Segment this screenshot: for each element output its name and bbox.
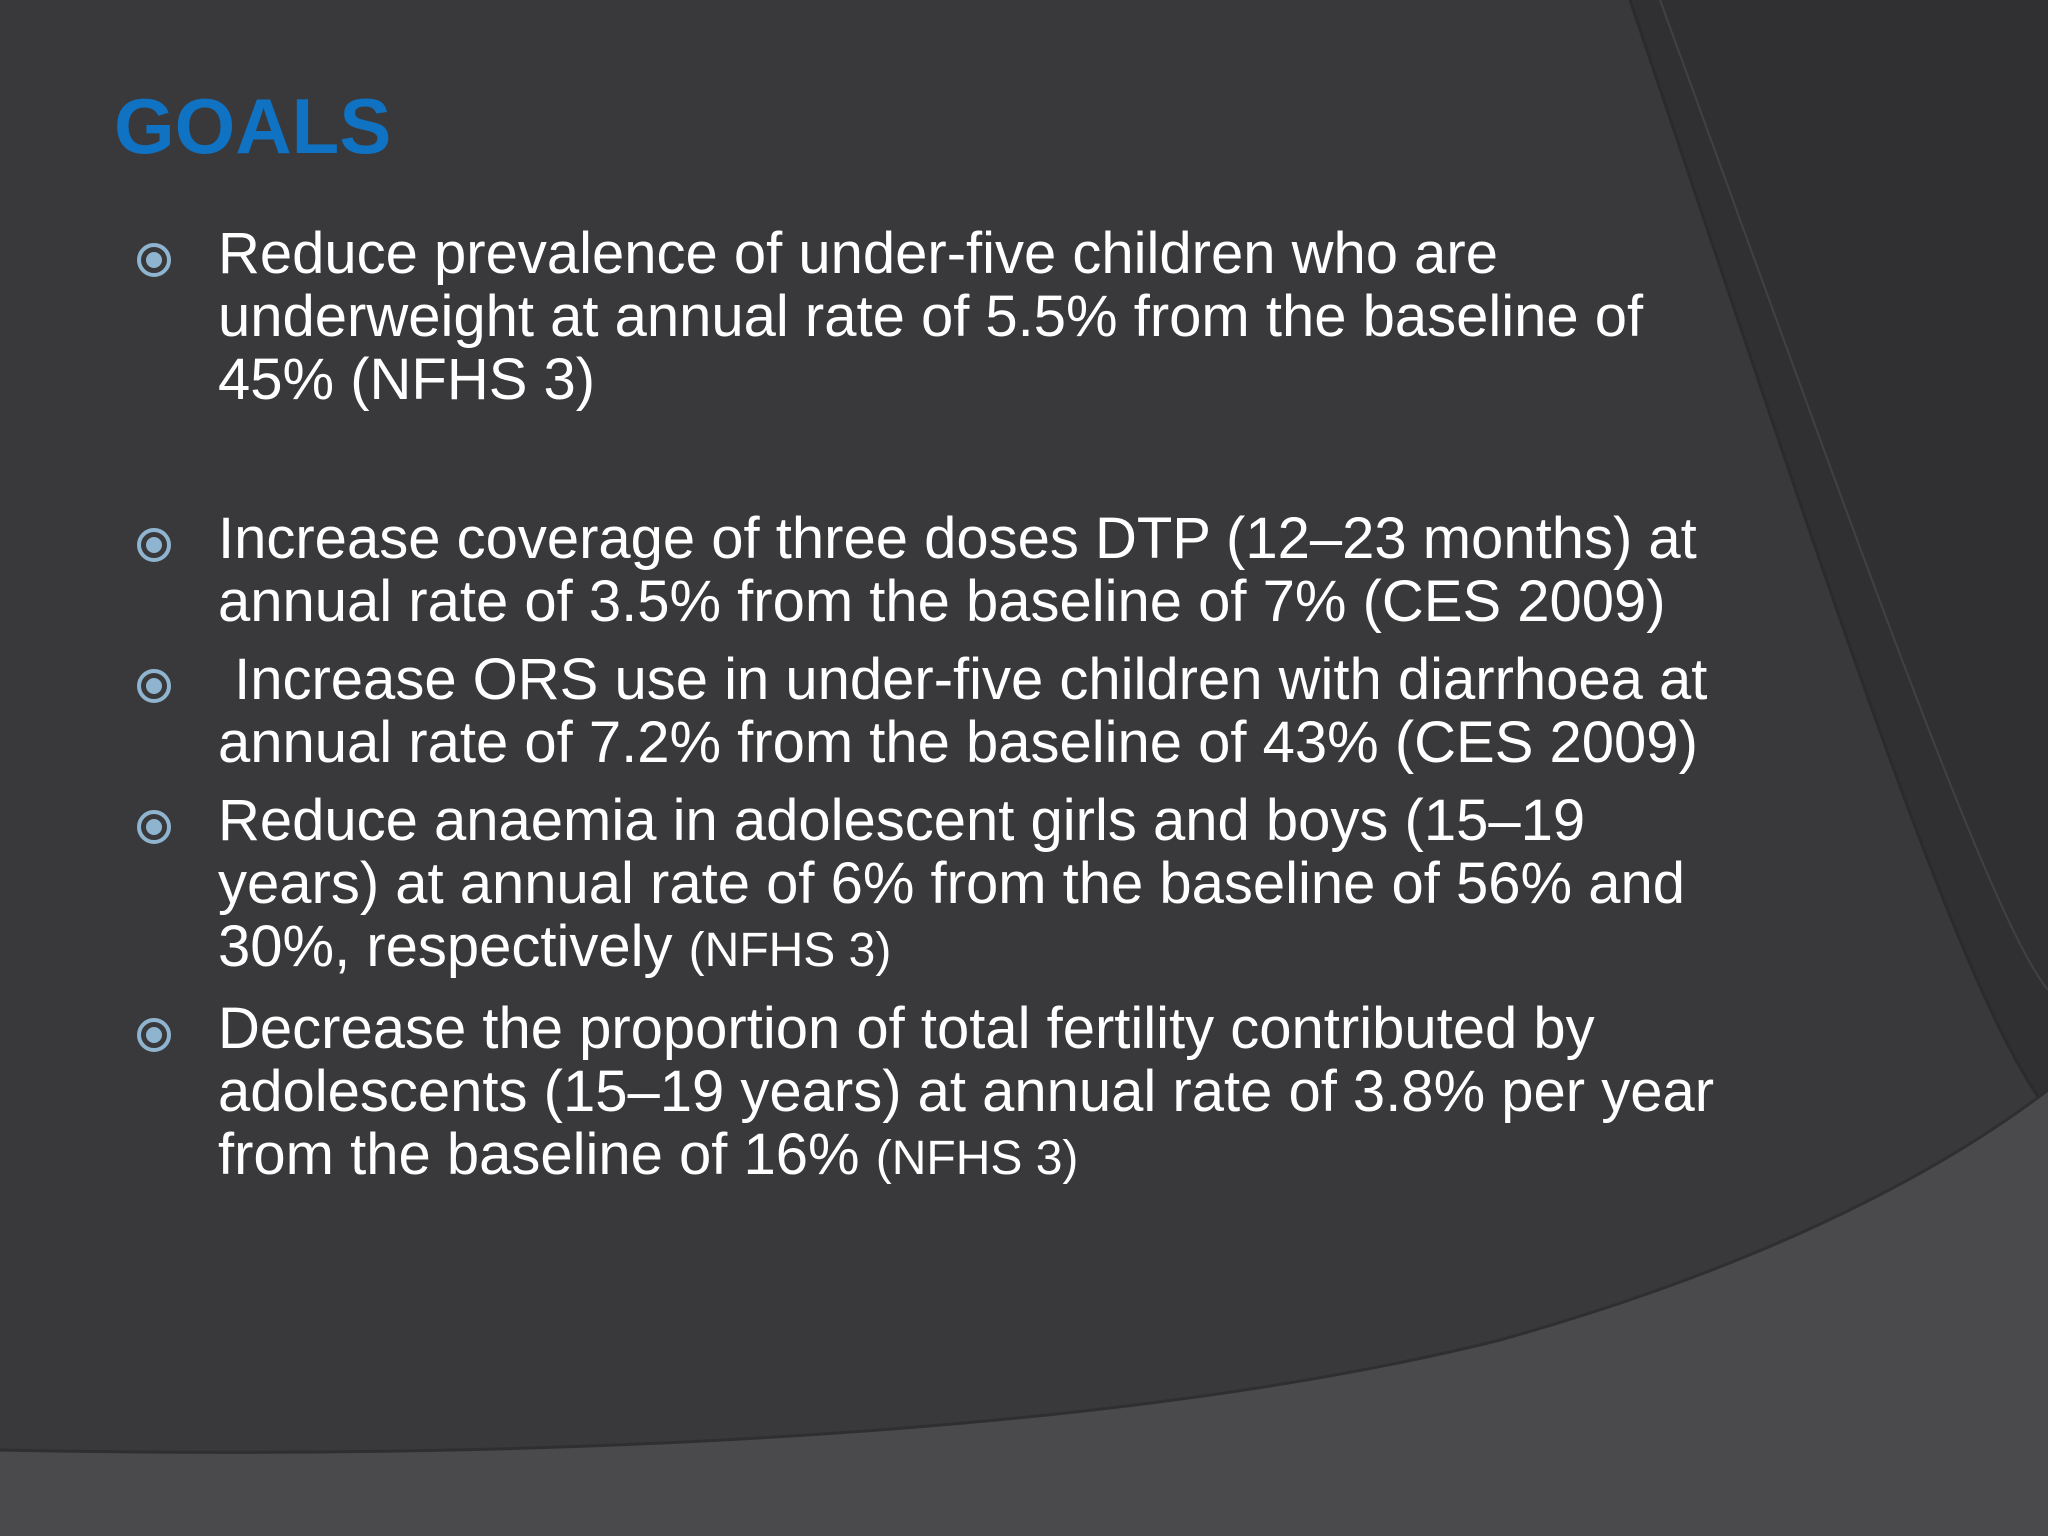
bullet-line: underweight at annual rate of 5.5% from the baseline of	[218, 284, 1644, 349]
bullet-line-with-note	[218, 1123, 1936, 1190]
bullet-line: 45% (NFHS 3)	[218, 347, 596, 412]
circled-dot-icon	[136, 242, 172, 278]
bullet-line: Increase coverage of three doses DTP (12–23 months) at	[218, 506, 1697, 571]
list-item	[136, 789, 1936, 982]
source-note: (NFHS 3)	[688, 924, 892, 977]
bullet-line-text: from the baseline of 16%	[218, 1122, 860, 1187]
bullet-line-text: 30%, respectively	[218, 914, 673, 979]
bullet-line: annual rate of 3.5% from the baseline of 7% (CES 2009)	[218, 569, 1666, 634]
bullet-line: Increase ORS use in under-five children with diarrhoea at	[218, 647, 1708, 712]
slide-title: GOALS	[114, 82, 392, 170]
bullet-line: years) at annual rate of 6% from the baseline of 56% and	[218, 851, 1685, 916]
list-item	[136, 997, 1936, 1190]
bullet-line: annual rate of 7.2% from the baseline of 43% (CES 2009)	[218, 710, 1698, 775]
circled-dot-icon	[136, 527, 172, 563]
bullet-line-with-note	[218, 915, 1936, 982]
list-item	[136, 222, 1936, 411]
circled-dot-icon	[136, 809, 172, 845]
circled-dot-icon	[136, 1017, 172, 1053]
bullet-line: Reduce prevalence of under-five children who are	[218, 221, 1498, 286]
circled-dot-icon	[136, 668, 172, 704]
bullet-line: adolescents (15–19 years) at annual rate of 3.8% per year	[218, 1059, 1715, 1124]
list-item	[136, 648, 1936, 774]
source-note: (NFHS 3)	[875, 1132, 1079, 1185]
goals-list	[136, 222, 1936, 1190]
list-item	[136, 507, 1936, 633]
bullet-line: Decrease the proportion of total fertility contributed by	[218, 996, 1595, 1061]
bullet-line: Reduce anaemia in adolescent girls and boys (15–19	[218, 788, 1586, 853]
